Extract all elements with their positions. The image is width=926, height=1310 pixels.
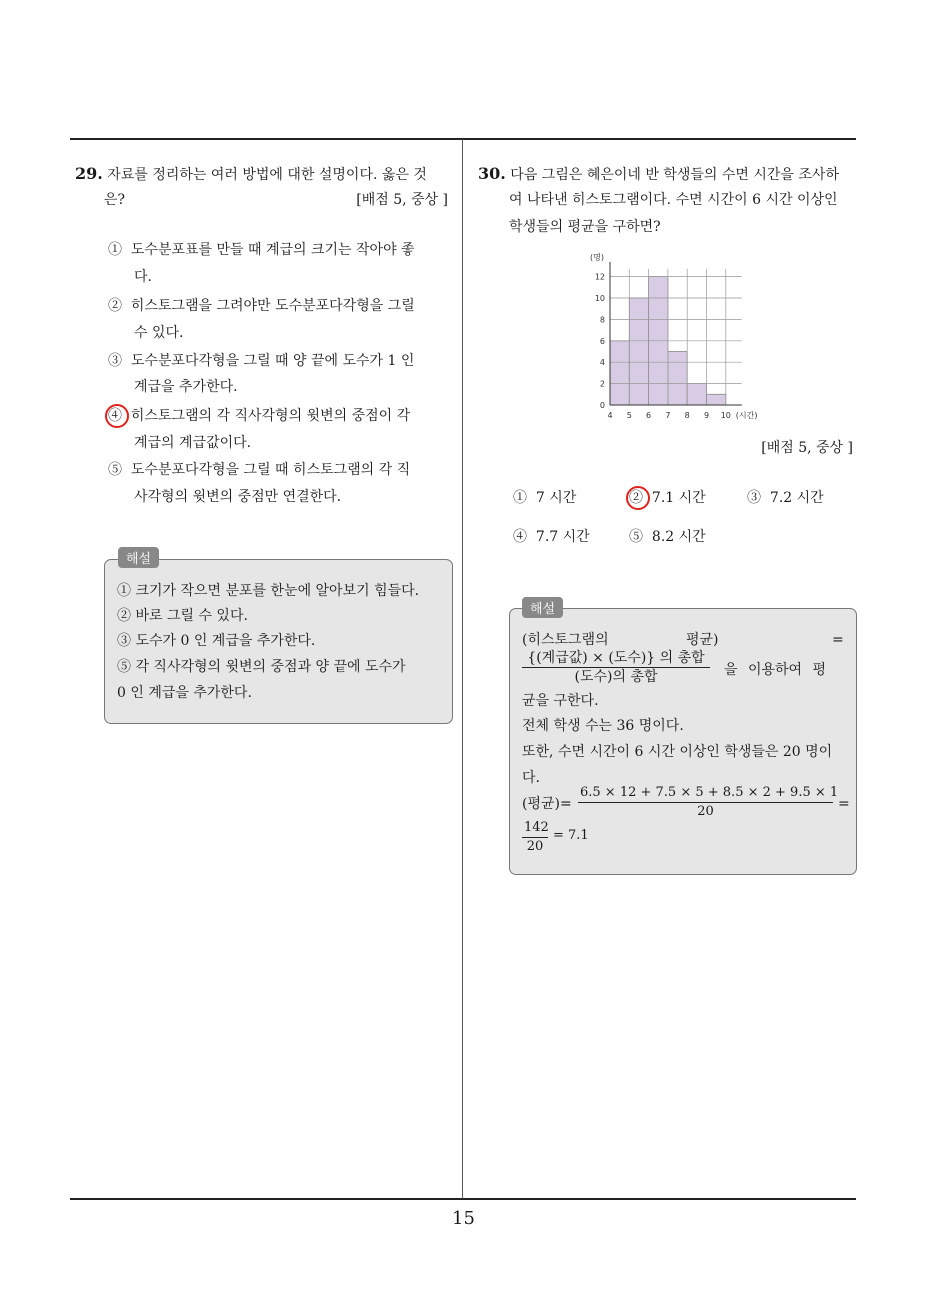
solution-line: 0 인 계급을 추가한다. (117, 685, 252, 701)
solution-fraction (522, 649, 710, 686)
option-text: 도수분포다각형을 그릴 때 양 끝에 도수가 1 인 (130, 353, 415, 369)
solution-line: = (832, 632, 844, 648)
histogram-chart (580, 244, 820, 424)
x-tick-label: 6 (646, 411, 652, 420)
solution-tag: 해설 (522, 597, 563, 618)
x-tick-label: 8 (684, 411, 690, 420)
solution-line: 을 이용하여 평 (724, 662, 827, 678)
histogram-bar (707, 394, 726, 405)
solution-line: = (838, 796, 850, 812)
y-tick-label: 4 (599, 358, 605, 368)
question-text-line1: 다음 그림은 혜은이네 반 학생들의 수면 시간을 조사하 (510, 167, 839, 183)
option-text: 도수분포표를 만들 때 계급의 크기는 작아야 좋 (130, 242, 415, 258)
solution-line: ① 크기가 작으면 분포를 한눈에 알아보기 힘들다. (117, 583, 420, 599)
histogram-bar (629, 298, 648, 405)
option-1[interactable] (513, 485, 576, 512)
option-text: 7 시간 (535, 490, 577, 506)
histogram-bar (610, 341, 629, 405)
bottom-rule (70, 1198, 856, 1200)
fraction-numerator: 142 (522, 819, 548, 838)
question-text-line2: 은? (104, 192, 126, 208)
option-mark: ④ (513, 529, 527, 545)
solution-fraction (578, 784, 839, 821)
fraction-denominator: (도수)의 총합 (574, 669, 658, 685)
fraction-numerator: {(계급값) × (도수)} 의 총합 (522, 649, 710, 668)
option-mark: ① (108, 242, 122, 258)
y-tick-label: 2 (599, 379, 605, 389)
y-axis-label: (명) (590, 252, 604, 262)
x-tick-label: 7 (665, 411, 671, 420)
option-text-cont: 다. (134, 269, 152, 285)
option-text: 7.7 시간 (535, 529, 590, 545)
y-tick-label: 6 (599, 336, 605, 346)
x-tick-label: 5 (626, 411, 632, 420)
top-rule (70, 138, 856, 140)
y-tick-label: 8 (599, 315, 605, 325)
x-tick-label: 9 (703, 411, 710, 420)
option-4[interactable] (513, 524, 590, 551)
option-text: 도수분포다각형을 그릴 때 히스토그램의 각 직 (130, 462, 411, 478)
x-tick-label: 10 (720, 411, 731, 420)
option-mark: ⑤ (629, 529, 643, 545)
solution-fraction (522, 819, 548, 856)
solution-line: = 7.1 (553, 828, 589, 843)
question-text-line3: 학생들의 평균을 구하면? (509, 219, 661, 235)
option-text: 7.1 시간 (651, 490, 706, 506)
y-tick-label: 12 (594, 272, 605, 282)
selected-answer-circle (105, 404, 129, 428)
question-number: 29. (75, 164, 103, 183)
solution-line: 평균) (686, 632, 719, 648)
histogram-bar (668, 352, 687, 406)
option-text: 히스토그램을 그려야만 도수분포다각형을 그릴 (130, 298, 415, 314)
y-tick-label: 0 (599, 401, 605, 410)
solution-line: ⑤ 각 직사각형의 윗변의 중점과 양 끝에 도수가 (117, 659, 406, 675)
solution-line: 다. (522, 770, 540, 786)
option-mark: ⑤ (108, 462, 122, 478)
option-text-cont: 계급을 추가한다. (134, 379, 238, 395)
option-text: 8.2 시간 (651, 529, 706, 545)
option-mark: ③ (747, 490, 761, 506)
column-divider (462, 139, 463, 1199)
solution-line: 전체 학생 수는 36 명이다. (522, 718, 684, 734)
fraction-denominator: 20 (697, 804, 714, 819)
x-tick-label: 4 (607, 411, 613, 420)
option-text-cont: 사각형의 윗변의 중점만 연결한다. (134, 489, 342, 505)
x-axis-label: (시간) (735, 411, 758, 420)
option-text: 히스토그램의 각 직사각형의 윗변의 중점이 각 (130, 408, 411, 424)
solution-line: (히스토그램의 (522, 632, 609, 648)
option-text: 7.2 시간 (769, 490, 824, 506)
solution-tag: 해설 (118, 547, 159, 568)
page-number: 15 (452, 1208, 475, 1229)
selected-answer-circle (626, 486, 650, 510)
y-tick-label: 10 (594, 294, 605, 303)
option-mark: ④ (108, 408, 122, 424)
question-number: 30. (478, 164, 506, 183)
option-text-cont: 계급의 계급값이다. (134, 435, 252, 451)
fraction-numerator: 6.5 × 12 + 7.5 × 5 + 8.5 × 2 + 9.5 × 1 (578, 784, 833, 803)
option-mark: ② (629, 490, 643, 506)
score-label: [배점 5, 중상 ] (356, 192, 448, 208)
question-text-line2: 여 나타낸 히스토그램이다. 수면 시간이 6 시간 이상인 (509, 192, 838, 208)
solution-line: ③ 도수가 0 인 계급을 추가한다. (117, 633, 316, 649)
question-text-line1: 자료를 정리하는 여러 방법에 대한 설명이다. 옳은 것 (107, 167, 427, 183)
solution-line: (평균)= (522, 796, 572, 812)
option-3[interactable] (747, 485, 824, 512)
histogram-bar (687, 384, 706, 405)
option-mark: ③ (108, 353, 122, 369)
option-text-cont: 수 있다. (134, 325, 184, 341)
solution-line: 균을 구한다. (522, 693, 599, 709)
option-mark: ② (108, 298, 122, 314)
option-5[interactable] (629, 524, 706, 551)
solution-line: ② 바로 그릴 수 있다. (117, 608, 248, 624)
solution-line: 또한, 수면 시간이 6 시간 이상인 학생들은 20 명이 (522, 744, 833, 760)
fraction-denominator: 20 (526, 839, 544, 854)
option-mark: ① (513, 490, 527, 506)
score-label: [배점 5, 중상 ] (761, 440, 853, 456)
